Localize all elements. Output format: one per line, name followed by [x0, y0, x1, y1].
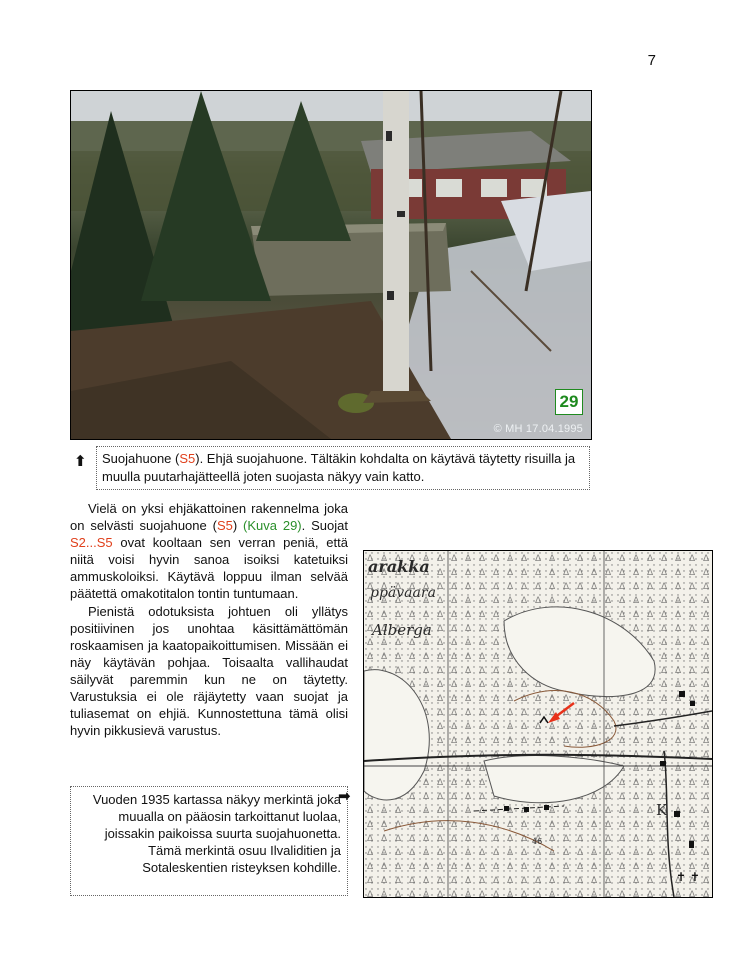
page-number: 7 [647, 52, 656, 69]
photo-credit: © MH 17.04.1995 [493, 423, 583, 435]
p1-ref-s5: S5 [216, 518, 233, 533]
p1-ref-s2-s5: S2...S5 [70, 535, 113, 550]
map-label-ppavaara: ppävaara [370, 585, 436, 601]
right-arrow-icon: ➡ [338, 788, 351, 805]
paragraph-1 [70, 500, 348, 602]
p1-text-b: ) [232, 518, 244, 533]
photo-scene [71, 91, 591, 439]
paragraph-2: Pienistä odotuksista johtuen oli yllätys positiivinen jos unohtaa käsittämättömän roskaamisen ja kaatopaikoittumisen. Missään ei näy käytävän pohjaa. Toisaalta vallihaudat säilyvät paremmin kun ne on täytetty. Varustuksia ei ole räjäytetty vaan suojat ja tuliasemat on ehjiä. Kunnostettuna tämä olisi hyvin pikkusievä varustus. [70, 604, 348, 738]
map-label-elevation: 46 [532, 837, 543, 846]
body-text [70, 500, 348, 739]
map-label-k: K [656, 801, 668, 819]
caption-suffix: ). Ehjä suojahuone. Tältäkin kohdalta on käytävä täytetty risuilla ja muulla puutarhajätteellä joten suojasta näkyy vain katto. [102, 451, 576, 484]
svg-text:✝ ✝: ✝ ✝ [676, 870, 700, 884]
p1-text-d: ovat kooltaan sen verran peniä, että niitä voisi hyvin sanoa isoiksi katetuiksi ammuskoloiksi. Käytävä loppuu ilman selvää päätettä omakotitalon tontin tuntumaan. [70, 535, 348, 601]
caption-prefix: Suojahuone ( [102, 451, 180, 466]
caption-shelter-ref: S5 [179, 451, 196, 466]
photo-caption [96, 446, 590, 490]
up-arrow-icon: ⬆ [74, 453, 87, 470]
figure-number-badge: 29 [555, 389, 583, 415]
map-note: Vuoden 1935 kartassa näkyy merkintä joka muualla on pääosin tarkoittanut luolaa, joissakin paikoissa suurta suojahuonetta. Tämä merkintä osuu Ilvaliditien ja Sotaleskentien risteyksen kohdille. [70, 786, 348, 896]
p1-figure-ref: (Kuva 29) [243, 518, 302, 533]
photo-shelter-room [70, 90, 592, 440]
p1-text-c: . Suojat [301, 518, 348, 533]
map-label-arakka: arakka [368, 557, 430, 576]
p1-text-a: Vielä on yksi ehjäkattoinen rakennelma joka on selvästi suojahuone ( [70, 501, 348, 533]
map-label-alberga: Alberga [372, 621, 432, 639]
map-1935 [363, 550, 713, 898]
